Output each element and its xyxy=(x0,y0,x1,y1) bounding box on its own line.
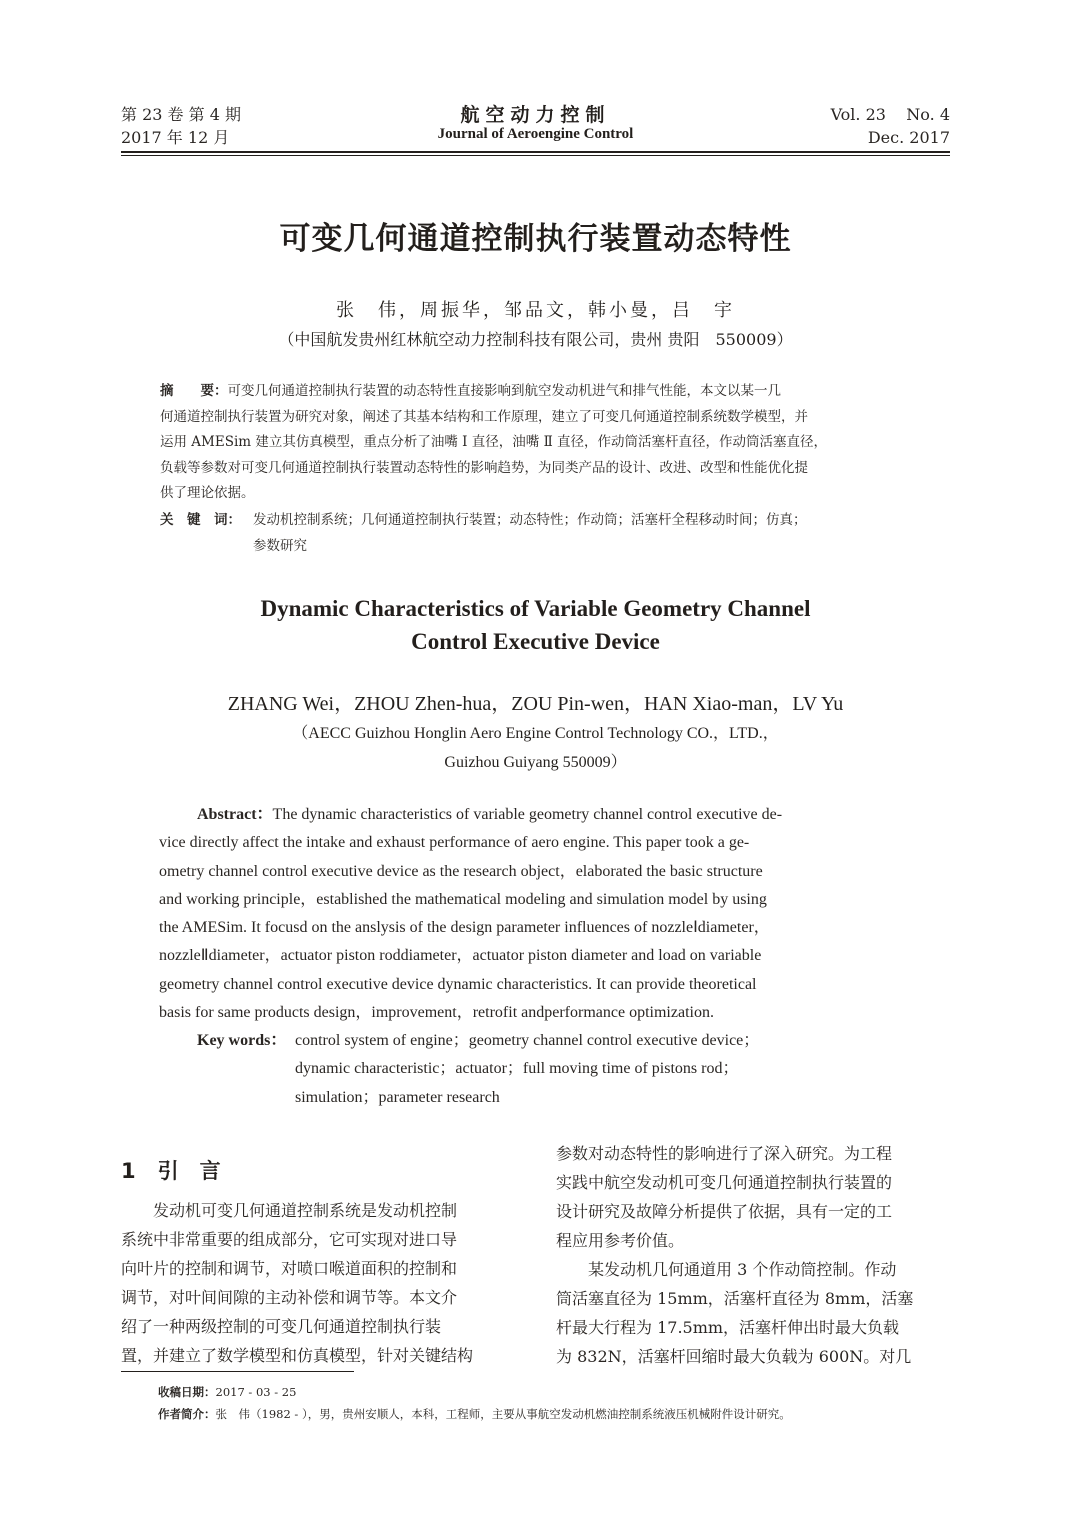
author-bio: 张 伟（1982 - ），男，贵州安顺人，本科，工程师，主要从事航空发动机燃油控制系统液压机械附件设计研究。 xyxy=(215,1407,791,1421)
publication-date: 2017 年 12 月 xyxy=(121,128,230,147)
paragraph-line: 发动机可变几何通道控制系统是发动机控制 xyxy=(153,1201,458,1220)
abstract-cn-line: 可变几何通道控制执行装置的动态特性直接影响到航空发动机进气和排气性能，本文以某一几 xyxy=(227,383,781,399)
paper-title-en-line: Control Executive Device xyxy=(411,629,660,654)
paper-title-en xyxy=(0,592,1071,658)
paragraph-line: 绍了一种两级控制的可变几何通道控制执行装 xyxy=(121,1317,442,1336)
right-column xyxy=(556,1139,951,1371)
keywords-en-label: Key words： xyxy=(197,1032,287,1049)
keywords-en-line: simulation；parameter research xyxy=(295,1088,500,1106)
left-column xyxy=(121,1196,518,1370)
abstract-en-line: basis for same products design，improvement，retrofit andperformance optimization. xyxy=(159,1004,714,1022)
abstract-en-line: The dynamic characteristics of variable geometry channel control executive de- xyxy=(272,806,783,823)
abstract-en-line: vice directly affect the intake and exhaust performance of aero engine. This paper took a ge- xyxy=(159,834,750,852)
paragraph-line: 系统中非常重要的组成部分，它可实现对进口导 xyxy=(121,1230,458,1249)
abstract-cn-line: 运用 AMESim 建立其仿真模型，重点分析了油嘴 Ⅰ 直径，油嘴 Ⅱ 直径，作动筒活塞杆直径，作动筒活塞直径， xyxy=(160,434,828,450)
footnote-rule xyxy=(121,1371,354,1372)
abstract-cn-line: 供了理论依据。 xyxy=(160,485,255,501)
journal-title-cn: 航空动力控制 xyxy=(460,104,611,126)
paragraph-line: 向叶片的控制和调节，对喷口喉道面积的控制和 xyxy=(121,1259,458,1278)
abstract-cn-line: 何通道控制执行装置为研究对象，阐述了其基本结构和工作原理，建立了可变几何通道控制系统数学模型，并 xyxy=(160,408,808,425)
keywords-cn-line: 参数研究 xyxy=(253,537,307,554)
journal-title-en: Journal of Aeroengine Control xyxy=(437,126,634,142)
keywords-cn-label: 关 键 词： xyxy=(160,512,241,528)
abstract-en-line: nozzleⅡdiameter，actuator piston roddiameter，actuator piston diameter and load on variable xyxy=(159,947,762,965)
abstract-en-line: geometry channel control executive device dynamic characteristics. It can provide theoretical xyxy=(159,975,757,993)
section-heading xyxy=(121,1155,221,1185)
abstract-en-line: ometry channel control executive device as the research object，elaborated the basic structure xyxy=(159,862,763,880)
affiliation-en-line: （AECC Guizhou Honglin Aero Engine Control Technology CO.，LTD.， xyxy=(292,725,779,742)
abstract-en-label: Abstract： xyxy=(197,806,273,823)
keywords-en-line: control system of engine；geometry channel control executive device； xyxy=(295,1032,760,1049)
paragraph-line: 杆最大行程为 17.5mm，活塞杆伸出时最大负载 xyxy=(556,1318,900,1337)
paragraph-line: 设计研究及故障分析提供了依据，具有一定的工 xyxy=(556,1202,893,1221)
footnote-received xyxy=(158,1382,296,1402)
author-bio-label: 作者简介： xyxy=(158,1407,216,1421)
received-label: 收稿日期： xyxy=(158,1385,216,1399)
volume-issue: 第 23 卷 第 4 期 xyxy=(121,105,241,124)
keywords-cn xyxy=(253,508,807,559)
section-number: 1 xyxy=(121,1159,136,1183)
header-rule-thick xyxy=(121,151,950,153)
abstract-en-line: the AMESim. It focusd on the anslysis of the design parameter influences of nozzleⅠdiameter， xyxy=(159,919,770,937)
paragraph-line: 程应用参考价值。 xyxy=(556,1231,685,1250)
paragraph-line: 为 832N，活塞杆回缩时最大负载为 600N。对几 xyxy=(556,1347,912,1366)
volume-issue-en: Vol. 23 No. 4 xyxy=(830,105,950,124)
abstract-cn xyxy=(160,379,827,507)
abstract-cn-line: 负载等参数对可变几何通道控制执行装置动态特性的影响趋势，为同类产品的设计、改进、改型和性能优化提 xyxy=(160,459,808,476)
abstract-cn-label: 摘 要： xyxy=(160,383,228,399)
paragraph-line: 筒活塞直径为 15mm，活塞杆直径为 8mm，活塞 xyxy=(556,1289,914,1308)
paragraph-line: 参数对动态特性的影响进行了深入研究。为工程 xyxy=(556,1144,893,1163)
publication-date-en: Dec. 2017 xyxy=(867,128,950,147)
received-date: 2017 - 03 - 25 xyxy=(215,1385,297,1399)
keywords-en xyxy=(295,1027,759,1112)
paper-title-en-line: Dynamic Characteristics of Variable Geometry Channel xyxy=(260,596,811,621)
affiliation-en-line: Guizhou Guiyang 550009） xyxy=(444,754,627,771)
paragraph-line: 某发动机几何通道用 3 个作动筒控制。作动 xyxy=(588,1260,897,1279)
section-title: 引 言 xyxy=(157,1159,221,1183)
authors-en: ZHANG Wei，ZHOU Zhen-hua，ZOU Pin-wen，HAN Xiao-man，LV Yu xyxy=(227,693,844,715)
paragraph-line: 调节，对叶间间隙的主动补偿和调节等。本文介 xyxy=(121,1288,458,1307)
abstract-en xyxy=(159,801,914,1027)
paper-title-cn: 可变几何通道控制执行装置动态特性 xyxy=(279,221,792,257)
abstract-en-line: and working principle，established the mathematical modeling and simulation model by using xyxy=(159,890,767,908)
affiliation-cn: （中国航发贵州红林航空动力控制科技有限公司，贵州 贵阳 550009） xyxy=(278,330,793,349)
authors-cn: 张 伟，周振华，邹品文，韩小曼，吕 宇 xyxy=(336,300,735,321)
header-rule-thin xyxy=(121,155,950,156)
paragraph-line: 置，并建立了数学模型和仿真模型，针对关键结构 xyxy=(121,1346,474,1365)
keywords-cn-line: 发动机控制系统；几何通道控制执行装置；动态特性；作动筒；活塞杆全程移动时间；仿真； xyxy=(253,512,807,528)
paragraph-line: 实践中航空发动机可变几何通道控制执行装置的 xyxy=(556,1173,893,1192)
footnote-author xyxy=(158,1404,791,1424)
keywords-en-line: dynamic characteristic；actuator；full moving time of pistons rod； xyxy=(295,1060,739,1078)
